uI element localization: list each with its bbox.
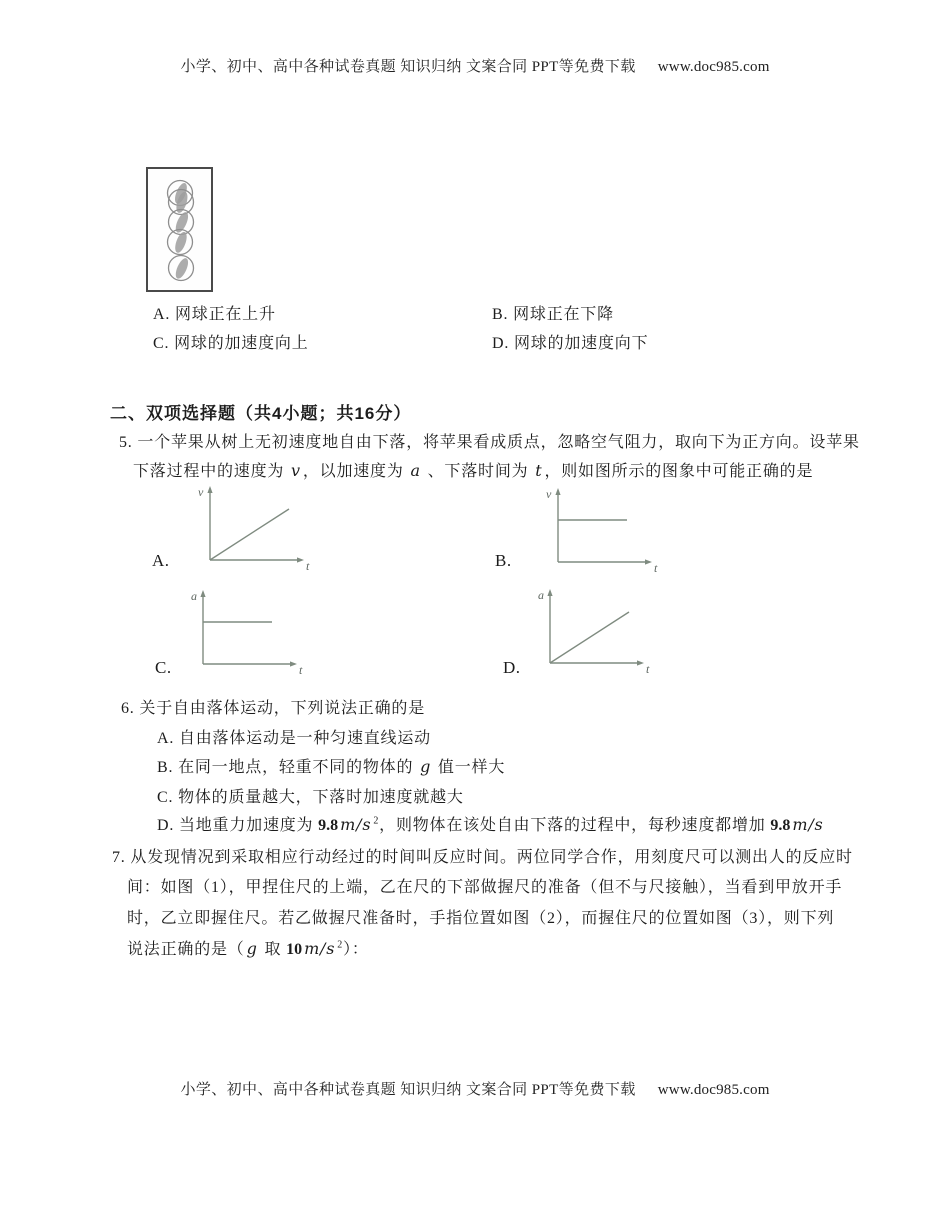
footer-url: www.doc985.com [657, 1082, 770, 1098]
graph-b-label: B. [495, 551, 512, 570]
footer-text: 小学、初中、高中各种试卷真题 知识归纳 文案合同 PPT等免费下载 [180, 1082, 636, 1098]
graph-a-xlabel: t [306, 559, 310, 573]
option-text: 网球正在上升 [174, 306, 276, 323]
superscript-2: 2 [337, 939, 344, 951]
math-var-g: g [420, 757, 432, 776]
graph-b-vt-constant [542, 482, 676, 583]
q5-stem-line2 [133, 458, 813, 481]
math-var-v: v [291, 461, 301, 480]
page-footer [0, 1078, 950, 1099]
q7-stem-line1: 7. 从发现情况到采取相应行动经过的时间叫反应时间。两位同学合作，用刻度尺可以测出人的反应时 [112, 849, 853, 866]
graph-b-xlabel: t [654, 561, 658, 575]
graph-c-at-constant [187, 584, 321, 685]
graph-d-xlabel: t [646, 662, 650, 676]
unit-m-per-s: m/s [792, 815, 824, 834]
section-title: 二、双项选择题（共4小题；共16分） [110, 404, 412, 423]
math-var-t: t [535, 461, 543, 480]
graph-c-xlabel: t [299, 663, 303, 677]
graph-b-ylabel: v [546, 487, 552, 501]
q4-option-c [153, 330, 309, 353]
graph-a-label: A. [152, 551, 170, 570]
graph-d-ylabel: a [538, 588, 544, 602]
q6-stem: 6. 关于自由落体运动，下列说法正确的是 [121, 700, 426, 717]
graph-d-label: D. [503, 658, 521, 677]
value-9.8: 9.8 [318, 817, 339, 834]
math-var-a: a [410, 461, 421, 480]
q4-option-d [492, 330, 648, 353]
q6-option-d [157, 812, 826, 835]
graph-c-ylabel: a [191, 589, 197, 603]
value-10: 10 [286, 941, 303, 958]
superscript-2: 2 [373, 815, 380, 827]
stem-text: ）： [343, 941, 369, 958]
header-text: 小学、初中、高中各种试卷真题 知识归纳 文案合同 PPT等免费下载 [180, 59, 636, 75]
tennis-strobe-figure [146, 167, 213, 292]
option-text: D. 当地重力加速度为 [157, 817, 319, 834]
graph-c-label: C. [155, 658, 172, 677]
graph-a-ylabel: v [198, 485, 204, 499]
stem-text: 说法正确的是（ [127, 941, 245, 958]
option-text: ，则物体在该处自由下落的过程中，每秒速度都增加 [379, 817, 771, 834]
option-text: 网球的加速度向上 [174, 335, 309, 352]
q5-stem-line1: 5. 一个苹果从树上无初速度地自由下落，将苹果看成质点，忽略空气阻力，取向下为正方向。设苹果 [119, 434, 860, 451]
stem-text: 取 [259, 941, 287, 958]
option-letter: A. [153, 306, 171, 323]
q7-stem-line2: 间：如图（1），甲捏住尺的上端，乙在尺的下部做握尺的准备（但不与尺接触），当看到甲放开手 [127, 879, 843, 896]
q4-option-b [492, 301, 614, 324]
option-text: 值一样大 [433, 759, 506, 776]
stem-text: 下落过程中的速度为 [133, 463, 290, 480]
option-letter: B. [492, 306, 509, 323]
option-letter: C. [153, 335, 170, 352]
value-9.8: 9.8 [770, 817, 791, 834]
option-letter: D. [492, 335, 510, 352]
option-text: 网球的加速度向下 [513, 335, 649, 352]
stem-text: ，以加速度为 [302, 463, 409, 480]
q7-stem-line3: 时，乙立即握住尺。若乙做握尺准备时，手指位置如图（2），而握住尺的位置如图（3），则下列 [127, 910, 835, 927]
graph-d-at-linear [534, 583, 668, 684]
page-header [0, 55, 950, 76]
q6-option-c: C. 物体的质量越大，下落时加速度就越大 [157, 789, 464, 806]
unit-m-per-s: m/s [340, 815, 372, 834]
tennis-strobe-photo [148, 169, 211, 290]
unit-m-per-s: m/s [304, 939, 336, 958]
math-var-g: g [246, 939, 258, 958]
stem-text: ，则如图所示的图象中可能正确的是 [544, 463, 814, 480]
option-text: 网球正在下降 [513, 306, 614, 323]
q7-stem-line4 [127, 936, 369, 959]
q6-option-b [157, 754, 505, 777]
option-text: B. 在同一地点，轻重不同的物体的 [157, 759, 419, 776]
header-url: www.doc985.com [657, 59, 770, 75]
graph-a-vt-linear [194, 480, 328, 581]
q4-option-a [153, 301, 276, 324]
q6-option-a: A. 自由落体运动是一种匀速直线运动 [157, 730, 431, 747]
stem-text: 、下落时间为 [422, 463, 534, 480]
